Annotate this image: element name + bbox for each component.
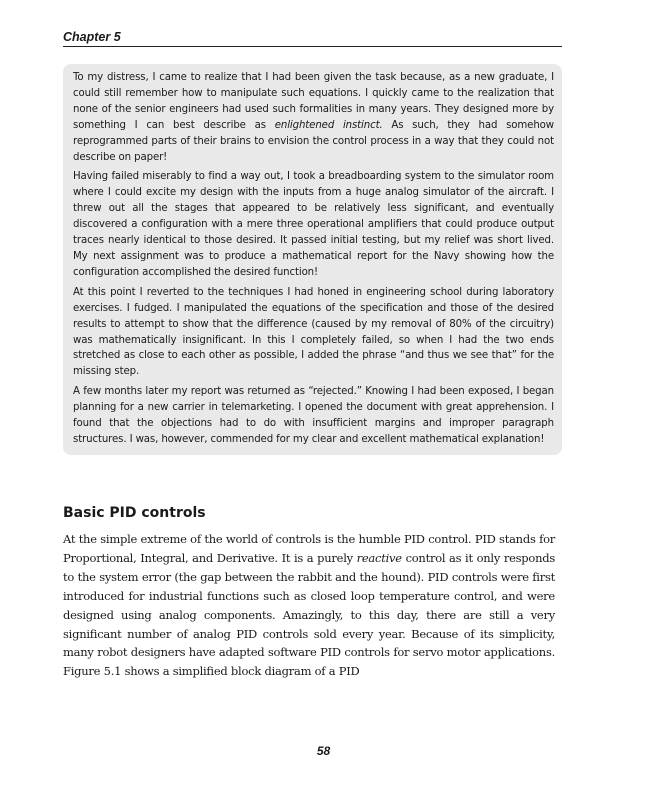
page-number: 58 [316,744,331,758]
sidebar-paragraph-4: A few months later my report was returned as “rejected.” Knowing I had been exposed, I began planning for a new carrier in telemarketing. I opened the document with great apprehension. I found that the objections had to do with insufficient margins and improper paragraph structures. I was, however, commended for my clear and excellent mathematical explanation! [73,386,554,445]
body-text: At the simple extreme of the world of controls is the humble PID control. PID stands for Proportional, Integral, and Derivative. It is a purely [63,532,555,565]
running-header [63,30,562,47]
chapter-label: Chapter 5 [63,30,121,44]
sidebar-text: As such, they had somehow reprogrammed parts of their brains to envision the control process in a way that they could not describe on paper! [73,119,554,163]
section-heading: Basic PID controls [63,505,206,521]
sidebar-paragraph-2: Having failed miserably to find a way out, I took a breadboarding system to the simulator room where I could excite my design with the inputs from a huge analog simulator of the aircraft. I threw out all the stages that appeared to be relatively less significant, and eventually discovered a configuration with a mere three operational amplifiers that could produce output traces nearly identical to those desired. It passed initial testing, but my relief was short lived. My next assignment was to produce a mathematical report for the Navy showing how the configuration accomplished the desired function! [73,171,554,278]
sidebar-emphasis: enlightened instinct. [274,119,383,131]
body-emphasis: reactive [356,550,402,565]
anecdote-sidebar [63,64,562,455]
body-text: control as it only responds to the system error (the gap between the rabbit and the hound). PID controls were first introduced for industrial functions such as closed loop temperature control, and were designed using analog components. Amazingly, to this day, there are still a very significant number of analog PID controls sold every year. Because of its simplicity, many robot designers have adapted software PID controls for servo motor applications. Figure 5.1 shows a simplified block diagram of a PID [63,550,555,679]
sidebar-paragraph-3: At this point I reverted to the techniques I had honed in engineering school during laboratory exercises. I fudged. I manipulated the equations of the specification and those of the desired results to attempt to show that the difference (caused by my removal of 80% of the circuitry) was mathematically insignificant. In this I completely failed, so when I had the two ends stretched as close to each other as possible, I added the phrase “and thus we see that” for the missing step. [73,286,554,378]
sidebar-paragraph-1 [73,70,554,165]
sidebar-text: To my distress, I came to realize that I had been given the task because, as a new graduate, I could still remember how to manipulate such equations. I quickly came to the realization that none of the senior engineers had used such formalities in many years. They designed more by something I can best describe as [73,72,554,131]
body-paragraph [63,530,555,681]
